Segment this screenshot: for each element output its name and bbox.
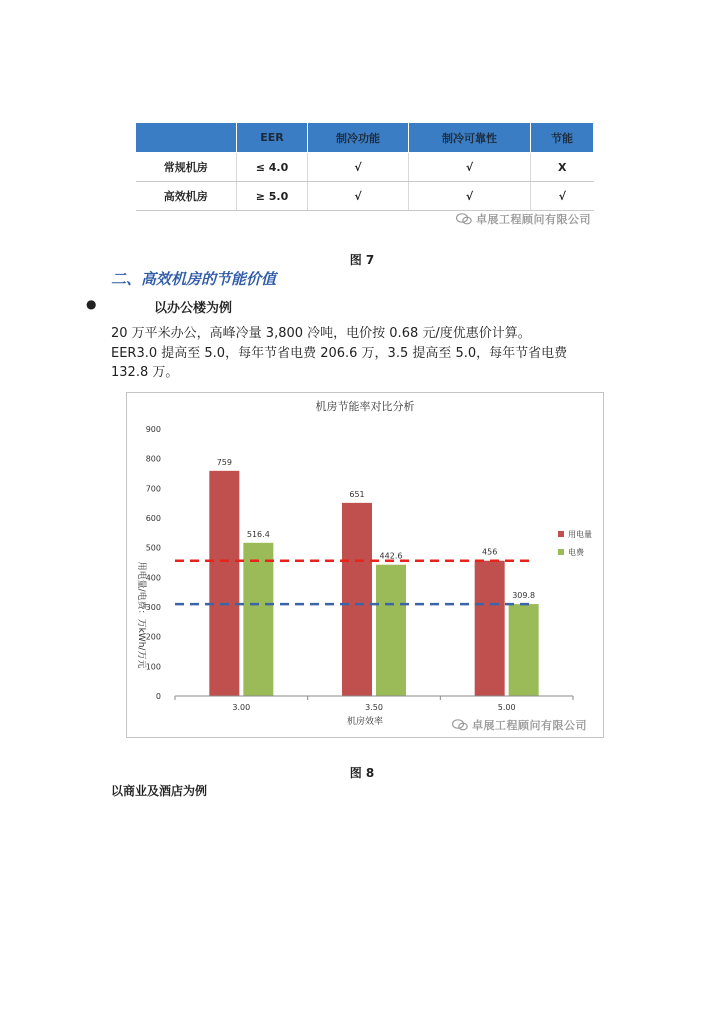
legend: [558, 529, 592, 557]
table-header-cell: [136, 123, 237, 153]
x-tick-label: 5.00: [497, 703, 516, 712]
y-tick-label: 800: [145, 454, 161, 464]
table-cell: √: [308, 153, 409, 182]
paragraph-line: 20 万平米办公，高峰冷量 3,800 冷吨，电价按 0.68 元/度优惠价计算。: [111, 326, 531, 341]
section-heading: 二、高效机房的节能价值: [111, 270, 277, 288]
bar: [342, 503, 372, 696]
y-tick-label: 400: [145, 573, 161, 583]
watermark: [456, 211, 591, 227]
table-cell: 高效机房: [136, 182, 237, 211]
watermark: [452, 717, 587, 733]
chart-frame: [126, 392, 604, 738]
paragraph-line: EER3.0 提高至 5.0，每年节省电费 206.6 万，3.5 提高至 5.0，每年节省电费: [111, 346, 568, 361]
y-tick-label: 300: [145, 603, 161, 612]
y-tick-label: 700: [145, 484, 161, 494]
bullet-text: 以办公楼为例: [154, 301, 233, 316]
table-header-row: [136, 123, 594, 153]
y-tick-label: 200: [145, 632, 161, 642]
comparison-table: [135, 122, 594, 211]
paragraph-line: 132.8 万。: [111, 365, 179, 380]
x-axis-label: 机房效率: [346, 717, 384, 727]
figure-caption: 图 8: [349, 766, 375, 780]
bullet-icon: ●: [86, 297, 97, 311]
wechat-icon: [452, 719, 468, 731]
data-label: 456: [482, 547, 498, 557]
table-header-cell: 制冷可靠性: [409, 123, 531, 153]
table-cell: 常规机房: [136, 153, 237, 182]
y-tick-label: 100: [145, 662, 161, 672]
y-tick-label: 900: [145, 425, 161, 434]
table-cell: ≤ 4.0: [237, 153, 308, 182]
y-tick-label: 600: [145, 514, 161, 523]
table-cell: √: [531, 182, 594, 211]
table-header-cell: 节能: [531, 123, 594, 153]
y-tick-label: 0: [155, 692, 161, 701]
data-label: 516.4: [246, 529, 270, 539]
y-tick-label: 500: [145, 543, 161, 553]
data-label: 309.8: [512, 591, 536, 601]
table-header-cell: 制冷功能: [308, 123, 409, 153]
legend-label: 电费: [568, 548, 584, 557]
legend-swatch: [558, 549, 564, 555]
table-row: [136, 182, 594, 211]
table-header-cell: EER: [237, 123, 308, 153]
table-cell: √: [409, 153, 531, 182]
bar: [509, 604, 539, 696]
bar: [209, 471, 239, 696]
legend-swatch: [558, 531, 564, 537]
bar: [475, 561, 505, 696]
legend-label: 用电量: [568, 530, 592, 539]
bar-chart: [127, 393, 603, 737]
table-cell: √: [409, 182, 531, 211]
data-label: 651: [349, 489, 365, 499]
subheading: 以商业及酒店为例: [111, 784, 208, 798]
bar: [243, 543, 273, 696]
table-cell: ≥ 5.0: [237, 182, 308, 211]
table-cell: √: [308, 182, 409, 211]
bar: [376, 565, 406, 696]
watermark-text: 卓展工程顾问有限公司: [472, 719, 587, 732]
chart-title: 机房节能率对比分析: [315, 400, 415, 413]
x-tick-label: 3.00: [232, 703, 251, 712]
table-row: [136, 153, 594, 182]
table-cell-cross: X: [531, 153, 594, 182]
watermark-text: 卓展工程顾问有限公司: [476, 213, 591, 226]
figure-caption: 图 7: [349, 253, 375, 267]
y-axis-label: 用电量/电费：万kWh/万元: [136, 561, 146, 669]
wechat-icon: [456, 213, 472, 225]
data-label: 759: [216, 457, 232, 467]
data-label: 442.6: [379, 551, 403, 561]
x-tick-label: 3.50: [365, 703, 383, 712]
